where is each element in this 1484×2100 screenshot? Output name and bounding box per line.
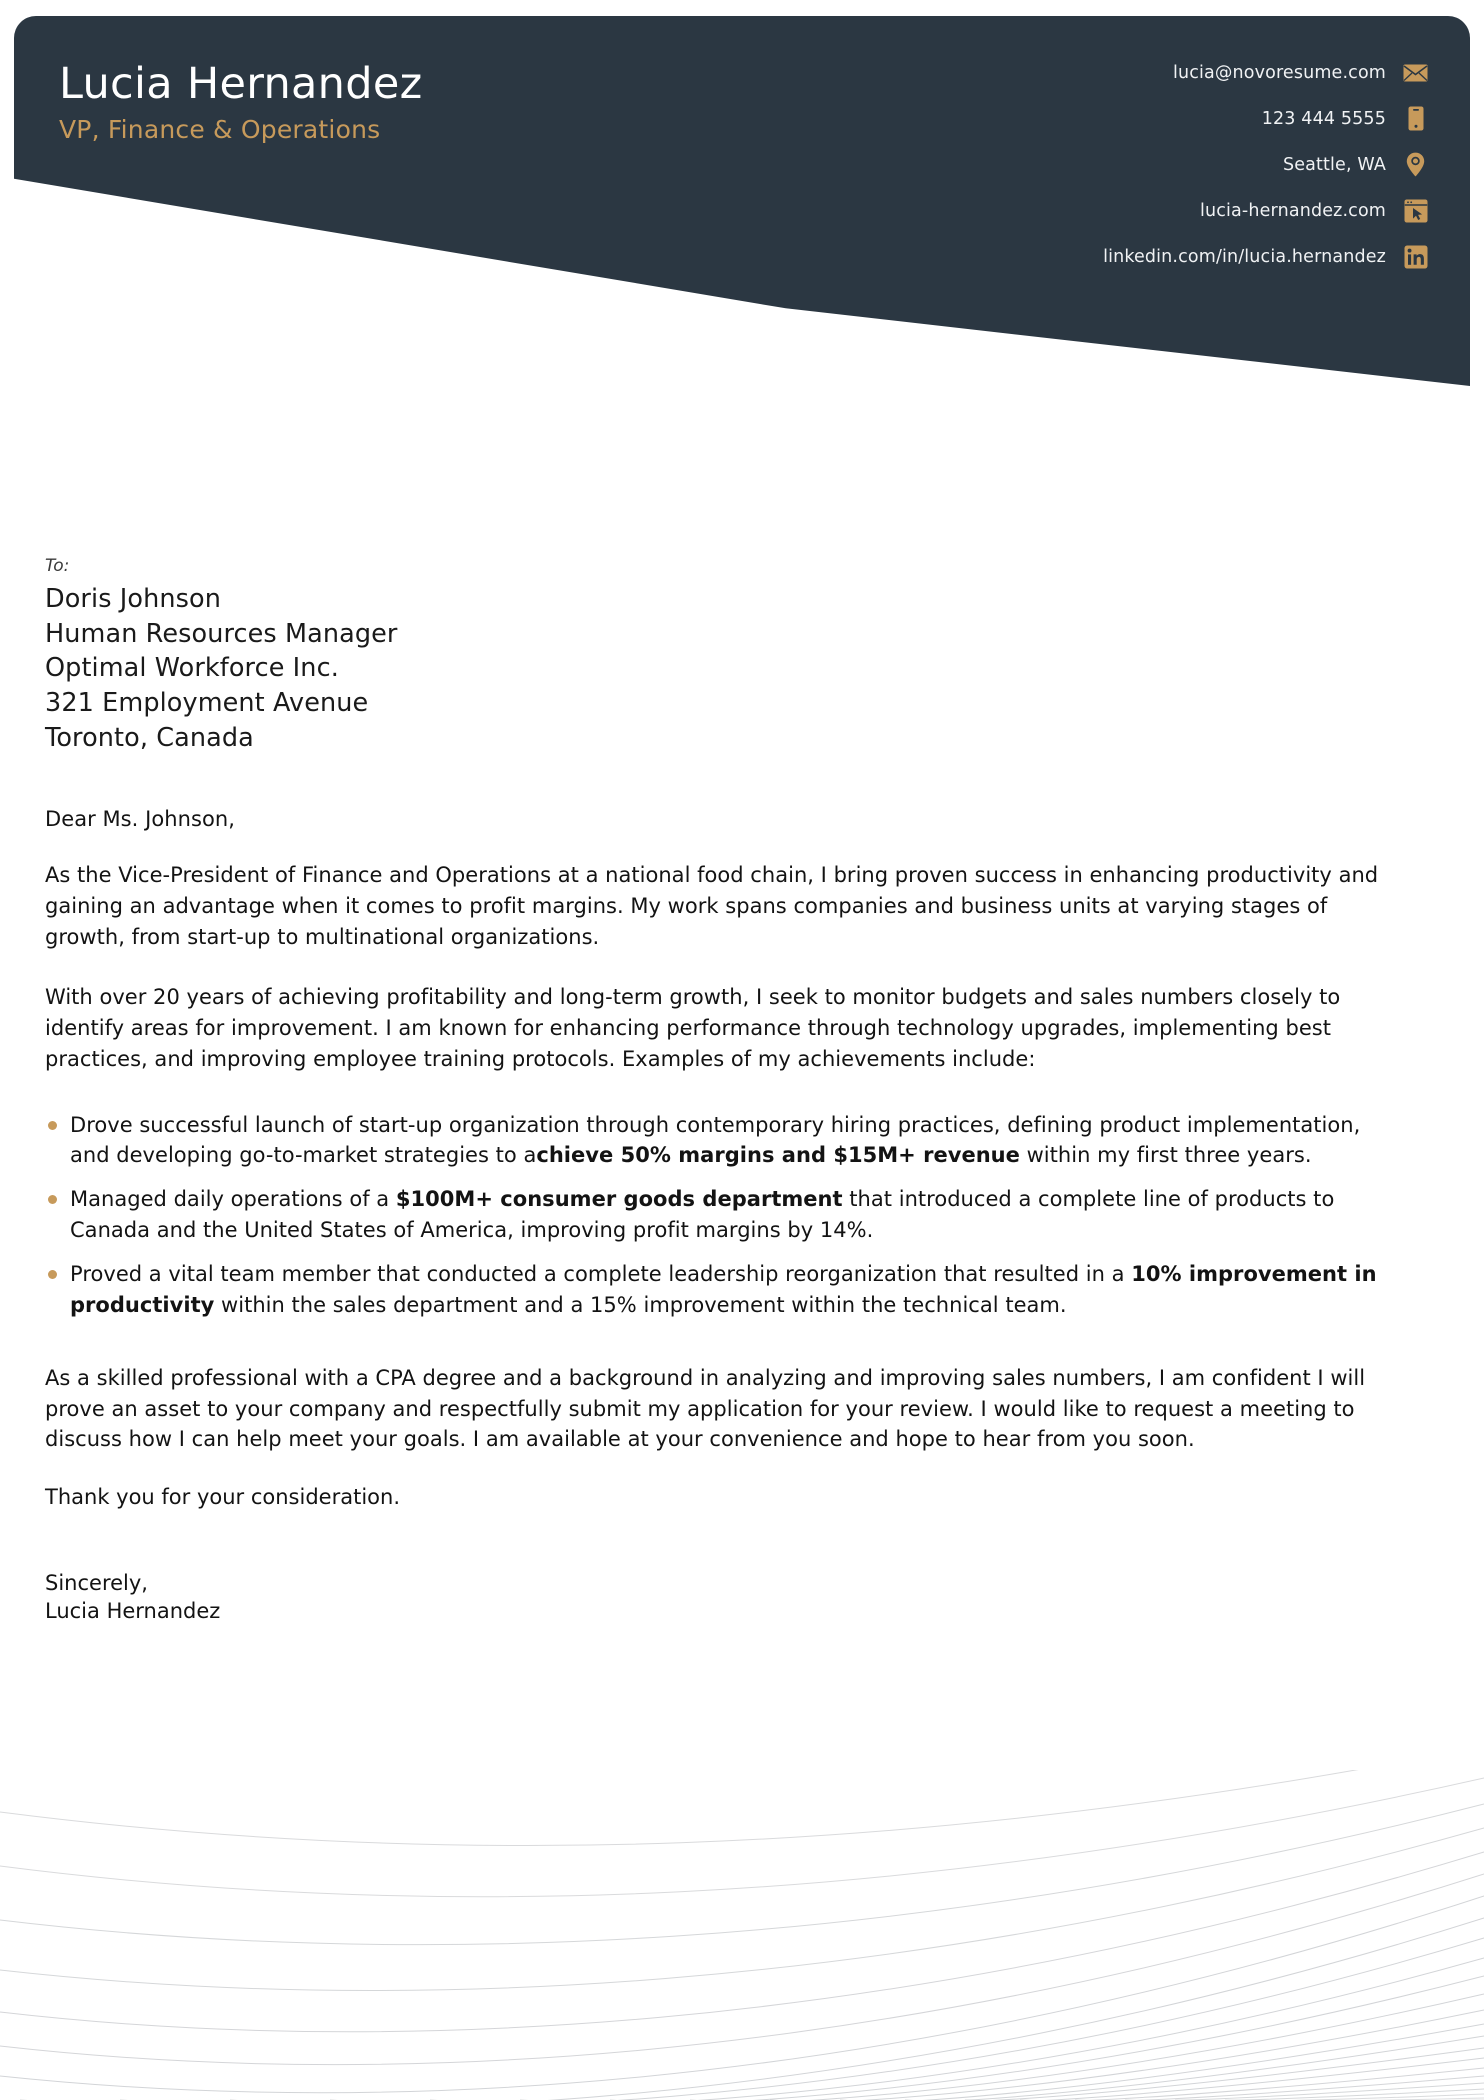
recipient-street: 321 Employment Avenue xyxy=(45,688,369,719)
contact-item-location[interactable] xyxy=(1283,152,1428,177)
list-item xyxy=(45,1184,1390,1246)
thank-you-line: Thank you for your consideration. xyxy=(45,1485,400,1510)
signature-name: Lucia Hernandez xyxy=(45,1599,221,1624)
location-icon xyxy=(1403,152,1428,177)
achievements-list xyxy=(45,1110,1415,1321)
page-title: Lucia Hernandez xyxy=(59,59,423,109)
letterhead-header xyxy=(14,16,1470,386)
contact-list xyxy=(1103,60,1428,269)
letter-body xyxy=(45,556,1415,1626)
recipient-title: Human Resources Manager xyxy=(45,618,398,649)
bullet-text-after: within my first three years. xyxy=(1019,1143,1312,1168)
recipient-name: Doris Johnson xyxy=(45,584,221,614)
contact-item-email[interactable] xyxy=(1173,60,1428,85)
contact-location-text: Seattle, WA xyxy=(1282,154,1386,175)
contact-phone-text: 123 444 5555 xyxy=(1261,108,1386,129)
contact-linkedin-text: linkedin.com/in/lucia.hernandez xyxy=(1103,246,1386,267)
to-label: To: xyxy=(45,556,70,576)
body-paragraph-2: With over 20 years of achieving profitability and long-term growth, I seek to monitor budgets and sales numbers closely to identify areas for improvement. I am known for enhancing performance through technology upgrades, implementing best practices, and improving employee training protocols. Examples of my achievements include: xyxy=(45,984,1341,1071)
linkedin-icon xyxy=(1403,244,1428,269)
body-paragraph-1: As the Vice-President of Finance and Operations at a national food chain, I bring proven success in enhancing productivity and gaining an advantage when it comes to profit margins. My work spans companies and business units at varying stages of growth, from start-up to multinational organizations. xyxy=(45,863,1379,950)
phone-icon xyxy=(1403,106,1428,131)
signature-block xyxy=(45,1569,1415,1625)
recipient-city: Toronto, Canada xyxy=(45,722,254,753)
bullet-text-before: Managed daily operations of a xyxy=(70,1187,396,1212)
bullet-text-bold: $100M+ consumer goods department xyxy=(395,1187,843,1212)
contact-email-text: lucia@novoresume.com xyxy=(1172,62,1386,83)
body-paragraph-3: As a skilled professional with a CPA degree and a background in analyzing and improving sales numbers, I am confident I will prove an asset to your company and respectfully submit my application for your review. I would like to request a meeting to discuss how I can help meet your goals. I am available at your convenience and hope to hear from you soon. xyxy=(45,1365,1366,1452)
signoff-line: Sincerely, xyxy=(45,1571,148,1596)
bullet-text-bold: 10% improvement in productivity xyxy=(70,1261,1377,1317)
contact-item-website[interactable] xyxy=(1200,198,1428,223)
bullet-text-bold: chieve 50% margins and $15M+ revenue xyxy=(536,1143,1020,1168)
recipient-company: Optimal Workforce Inc. xyxy=(45,653,339,684)
recipient-address-block xyxy=(45,582,1415,755)
job-title: VP, Finance & Operations xyxy=(59,115,381,145)
list-item xyxy=(45,1110,1390,1172)
email-icon xyxy=(1403,60,1428,85)
contact-item-linkedin[interactable] xyxy=(1103,244,1428,269)
website-icon xyxy=(1403,198,1428,223)
contact-website-text: lucia-hernandez.com xyxy=(1200,200,1386,221)
decorative-wave-pattern xyxy=(0,1770,1484,2100)
list-item xyxy=(45,1259,1390,1321)
bullet-text-after: within the sales department and a 15% improvement within the technical team. xyxy=(214,1292,1067,1317)
salutation: Dear Ms. Johnson, xyxy=(45,807,235,832)
bullet-text-before: Drove successful launch of start-up organization through contemporary hiring practices, defining product implementation, and developing go-to-market strategies to a xyxy=(70,1112,1361,1168)
contact-item-phone[interactable] xyxy=(1262,106,1428,131)
identity-block xyxy=(59,60,422,144)
bullet-text-before: Proved a vital team member that conducted a complete leadership reorganization that resulted in a xyxy=(70,1261,1132,1286)
bullet-text-after: that introduced a complete line of products to Canada and the United States of America, improving profit margins by 14%. xyxy=(70,1187,1335,1243)
